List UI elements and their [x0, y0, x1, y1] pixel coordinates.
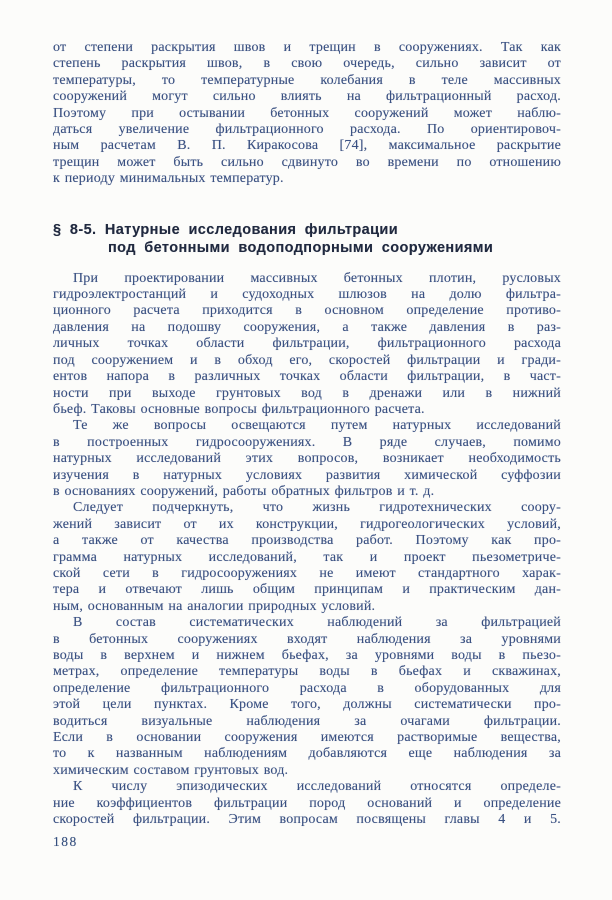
text-line: При проектировании массивных бетонных плотин, русловых [73, 270, 561, 286]
text-line: бьеф. Таковы основные вопросы фильтрационного расчета. [53, 401, 425, 417]
text-line: К числу эпизодических исследований относятся определе- [73, 779, 561, 795]
text-line: ционного расчета приходится в основном определение противо- [53, 303, 561, 319]
paragraph [53, 40, 561, 188]
text-line: ным расчетам В. П. Киракосова [74], максимальное раскрытие [53, 138, 561, 154]
text-line: сооружений могут сильно влиять на фильтрационный расход. [53, 89, 561, 105]
text-line: определение фильтрационного расхода в оборудованных для [53, 680, 561, 696]
section-heading [53, 221, 561, 258]
text-line: трещин может быть сильно сдвинуто во времени по отношению [53, 154, 561, 170]
text-line: ской сети в гидросооружениях не имеют стандартного харак- [53, 565, 561, 581]
text-line: метрах, определение температуры воды в бьефах и скважинах, [53, 664, 561, 680]
text-line: гидроэлектростанций и судоходных шлюзов на долю фильтра- [53, 287, 561, 303]
text-line: ности при выходе грунтовых вод в дренажи или в нижний [53, 385, 561, 401]
text-line: водиться визуальные наблюдения за очагами фильтрации. [53, 713, 561, 729]
text-line: Поэтому при остывании бетонных сооружений может наблю- [53, 105, 561, 121]
text-line: этой цели пунктах. Кроме того, должны систематически про- [53, 697, 561, 713]
text-line: степень раскрытия швов, в свою очередь, сильно зависит от [53, 56, 561, 72]
text-line: натурных исследований этих вопросов, возникает необходимость [53, 451, 561, 467]
text-line: ние коэффициентов фильтрации пород оснований и определение [53, 795, 561, 811]
text-line: в основаниях сооружений, работы обратных фильтров и т. д. [53, 483, 435, 499]
text-line: В состав систематических наблюдений за фильтрацией [73, 615, 561, 631]
text-line: Те же вопросы освещаются путем натурных исследований [73, 418, 561, 434]
text-line: воды в верхнем и нижнем бьефах, за уровнями воды в пьезо- [53, 648, 561, 663]
paragraph [53, 779, 561, 828]
text-line: в бетонных сооружениях входят наблюдения за уровнями [53, 631, 561, 647]
text-line: ентов напора в различных точках области фильтрации, в част- [53, 369, 561, 385]
text-line: под сооружением и в обход его, скоростей фильтрации и гради- [53, 352, 561, 368]
paragraph [53, 615, 561, 779]
section-heading-line: под бетонными водоподпорными сооружениями [108, 240, 494, 257]
text-line: химическим составом грунтовых вод. [53, 762, 289, 778]
paragraph [53, 500, 561, 615]
text-line: давления на подошву сооружения, а также давления в раз- [53, 319, 561, 335]
text-line: даться увеличение фильтрационного расхода. По ориентировоч- [53, 122, 561, 138]
text-line: скоростей фильтрации. Этим вопросам посвящены главы 4 и 5. [53, 812, 561, 828]
text-line: от степени раскрытия швов и трещин в сооружениях. Так как [53, 40, 561, 55]
paragraph [53, 418, 561, 500]
paragraph [53, 271, 561, 419]
text-line: Следует подчеркнуть, что жизнь гидротехнических соору- [73, 500, 561, 516]
text-line: в построенных гидросооружениях. В ряде случаев, помимо [53, 434, 561, 450]
text-line: то к названным наблюдениям добавляются еще наблюдения за [53, 746, 561, 762]
text-line: грамма натурных исследований, так и проект пьезометриче- [53, 549, 561, 565]
text-column [53, 40, 561, 828]
text-line: тера и отвечают лишь общим принципам и практическим дан- [53, 582, 561, 598]
text-line: личных точках области фильтрации, фильтрационного расхода [53, 336, 561, 352]
section-heading-line: § 8-5. Натурные исследования фильтрации [53, 221, 399, 238]
text-line: ным, основанным на аналогии природных условий. [53, 598, 376, 614]
text-line: жений зависит от их конструкции, гидрогеологических условий, [53, 516, 561, 532]
text-line: а также от качества производства работ. Поэтому как про- [53, 533, 561, 549]
text-line: изучения в натурных условиях развития химической суффозии [53, 467, 561, 483]
text-line: Если в основании сооружения имеются растворимые вещества, [53, 730, 561, 746]
text-line: температуры, то температурные колебания в теле массивных [53, 72, 561, 88]
page-number: 188 [53, 834, 78, 849]
text-line: к периоду минимальных температур. [53, 171, 284, 187]
